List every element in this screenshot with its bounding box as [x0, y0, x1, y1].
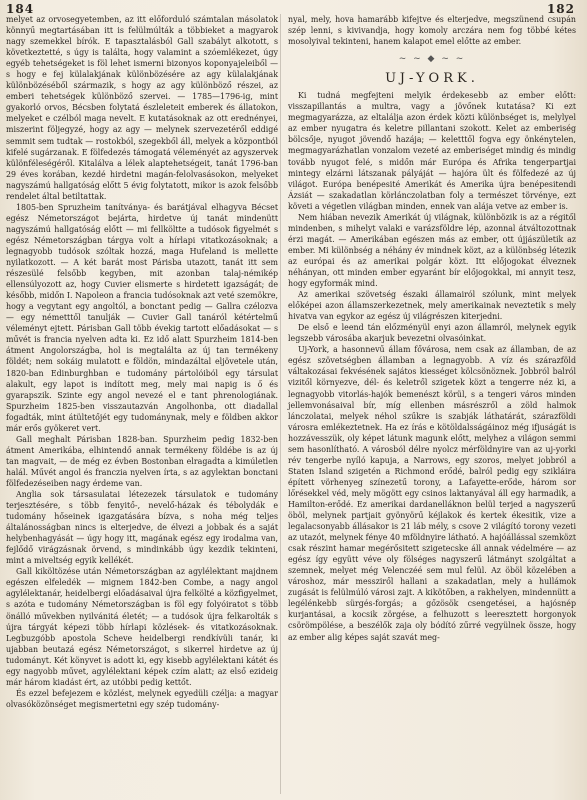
right-paragraph-4: De első e leend tán előzményül enyi azon államról, melynek egyik legszebb városába akarjuk bevezetni olvasóinkat. [288, 323, 576, 344]
left-paragraph-1: melyet az orvosegyetemben, az itt előforduló számtalan másolatok könnyű megtartásában itt is felülmúlták a többieket a magyarok nagy szemekkel bírók. E tapasztalásból Gall szabályt alkotott, s következtetté, s úgy is találta, hogy valamint a szóemlékezet, úgy egyéb tehetségeket is föl lehet ismerni bizonyos koponyajeleiből — s hogy e fej külalakjának különbözésére az agy külalakjának különbözéséből származik, s hogy az agy különböző részei, az emberi tehetségek különböző szervei. — 1785—1796-ig, mint gyakorló orvos, Bécsben folytatá észleleteit emberek és állatokon, melyeket e czélból maga nevelt. E kutatásoknak az ott erednényei, miszerint följegyzé, hogy az agy — melynek szervezetéről eddigé semmit sem tudtak — rostokból, szegekből áll, melyek a központból kifelé sugárzanak. E fölfedezés támogatá véleményét az agyszervek különféleségéről. Kitalálva a lélek alaptehetségeit, tanát 1796-ban 29 éves korában, kezdé hirdetni magán-felolvasásokon, melyeket nagyszámú hallgatóság előtt 5 évig folytatott, mikor is azok felsőbb rendelet által betiltattak. [6, 15, 278, 201]
column-divider [280, 14, 281, 794]
section-title: UJ-YORK. [385, 71, 479, 87]
left-paragraph-3: Gall meghalt Párisban 1828-ban. Spurzheim pedig 1832-ben átment Amerikába, elhintendő annak termékeny földébe is az új tan magvait, — de még ez évben Bostonban elragadta a kimúletlen halál. Művét angol és franczia nyelven írta, s az agylektan bonctani fölfedezéseiben nagy érdeme van. [6, 434, 278, 488]
left-paragraph-5: Gall kiköltözése után Németországban az agylélektant majdnem egészen elfeledék — mignem 1842-ben Combe, a nagy angol agylélektanár, heidelbergi előadásaival újra felkölté a közfigyelmet, s azóta e tudomány Németországban is föl egy folyóiratot s több önálló művekben nyilvánitá életét; — a tudósok újra felkarolták s újra tárgyát képezi több hírlapi közlések- és vitatkozásoknak. Legbuzgóbb apostola Scheve heidelbergi rendkívüli tanár, ki ujabban beutazá egész Németországot, s sikerrel hirdetve az új tudományt. Két könyvet is adott ki, egy kisebb agylélektani kátét és egy nagyobb művet, agylélektani képek czím alatt; az első ezideig már három kiadást ért, az utóbbi pedig kettőt. [6, 567, 278, 687]
left-paragraph-6: És ezzel befejezem e közlést, melynek egyedüli czélja: a magyar olvasóközönséget megismertetni egy szép tudomány- [6, 688, 278, 709]
section-ornament: ~ ~ ◆ ~ ~ [398, 54, 466, 65]
right-intro-paragraph: nyal, mely, hova hamarább kifejtve és elterjedve, megszünend csupán szép lenni, s kivivandja, hogy komoly arczára nem fog többé kétes mosolyival tekinteni, hanem kalapot emel előtte az ember. [288, 15, 576, 47]
right-page-number: 182 [546, 2, 575, 16]
right-paragraph-3: Az amerikai szövetség északi államairól szólunk, mint melyek előképei azon államszerkezetnek, mely amerikainak neveztetik s mely hivatva van egykor az egész új világrészen kiterjedni. [288, 290, 576, 322]
left-page-number: 184 [6, 2, 35, 16]
left-column [6, 14, 278, 710]
right-paragraph-1: Ki tudná megfejteni melyik érdekesebb az ember előtt: visszapillantás a multra, vagy a jövőnek kutatása? Ki ezt megmagyarázza, az eltalálja azon érdek közti különbséget is, melylyel az ember nyugatra és keletre pillantani szokott. Kelet az emberiség bölcsője, nyugot jövendő hazája; — keletttől fogva egy önkénytelen, megmagyarázhatlan vonzalom vezeté az emberiséget mindig és mindig tovább nyugot felé, s midőn már Európa és Afrika tengerpartjai mintegy elzárni látszanak pályáját — hajóra ült és fölfedezé az új világot. Európa benépesité Amerikát és Amerika újra benépesitendi Ázsiát — szakadatlan körlánczolatban foly a természet törvénye, ezt követi a végetlen világban minden, ennek van alája vetve az ember is. [288, 91, 576, 211]
right-paragraph-5: Uj-York, a hasonnevű állam fővárosa, nem csak az államban, de az egész szövetségben államban a legnagyobb. A víz és szárazföld váltakozásai fekvésének sajátos kiességet kölcsönöznek. Jobbról balról vizitől környezve, dél- és keletről szigetek közt a tengerre néz ki, a legnagyobb vitorlás-hajók bemenészt körül, s a tengeri város minden jellemvonásaival bír, míg ellenben másrészről a zöld halmok lánczolatai, melyek néhol szűkre is szabják láthatárát, szárazföldi városra emlékeztetnek. Ha ez írás e kötöldalsságáinoz még ifjuságát is hozzávesszük, oly képet látunk magunk előtt, melyhez a világon semmi sem hasonlítható. A városból délre nyolcz mérföldnyire van az uj-yorki rév tengerbe nyíló kapuja, a Narrows, egy szoros, melyet jobbról a Staten Island szigetén a Richmond erődé, balról pedig egy szikláira épített vörhenyeg színezetű torony, a Lafayette-erőde, három sor lőrésekkel véd, mely mögött egy csinos laktanyával áll egy harmadik, a Hamilton-erődé. Ez amerikai dardanelláknon belül terjed a nagyszerű öböl, melynek partjait gyönyörű kéjlakok és kertek ékesitik, vize a legalacsonyabb állásakor is 21 láb mély, s csove 2 világító torony vezeti az utazót, melynek fénye 40 mföldnyire látható. A hajóállással szemközt csak részint hamar megérősitett szigetecske áll annak védelmére — az egész így együtt véve oly fölséges nagyszerű látmányt szolgáltat a szemnek, melyet még Velenczéé sem mul felül. Az öböl közelében a városhoz, már messziről hallani a szakadatlan, mely a hullámok zugását is felülmúló városi zajt. A kikötőben, a rakhelyen, mindennütt a legélénkebb sürgés-forgás; a gőzösök csengetései, a hajósnép kurjantásai, a kocsik zörgése, a felhuzott s leeresztett horgonyok csörömpölése, a beszélők zaja oly bódító zűrré vegyülnek össze, hogy az ember alig képes saját szavát meg- [288, 345, 576, 642]
left-paragraph-2: 1805-ben Spruzheim tanítványa- és barátjával elhagyva Bécset egész Németországot bejárta, hirdetve új tanát mindenütt nagyszámú hallgatóság előtt — mi fellköltte a tudósok figyelmét s egész Németországban tárgya volt a hírlapi vitatkozásoknak; a legnagyobb tudósok szóltak hozzá, maga Hufeland is mellette nyilatkozott. — A két barát most Párisba utazott, tanát itt sem részesülé felsőbb kegyben, mit azonban talaj-némikép ellensúlyozott az, hogy Cuvier elismerte s hirdetett igazságát; de később, midőn I. Napoleon a francia tudósoknak azt veté szemökre, hogy a vegytant egy angoltól, a bonctant pedig — Gallra czélozva — egy németttől tanulják — Cuvier Gall tanáról kétértelmű véleményt ejtett. Párisban Gall több évekig tartott előadásokat — s művét is francia nyelven adta ki. Ez idő alatt Spurzheim 1814-ben átment Angolországba, hol is megtalálta az új tan termékeny földét; nem sokáig mulatott e földön, mindazáltal eljövetele után, 1820-ban Edinburghban e tudomány pártolóiból egy társulat alakult, egy lapot is indított meg, mely mai napig is ő és gyarapszik. Szinte egy angol nevezé el e tant phrenologiának. Spurzheim 1825-ben visszautazván Angolhonba, ott diadallal fogadták, mint átültetőjét egy tudománynak, mely e földben akkor már erős gyökeret vert. [6, 202, 278, 433]
right-column [288, 14, 576, 643]
left-paragraph-4: Anglia sok társasulatai létezezek társulatok e tudomány terjesztésére, s több fenyitő-, nevelő-házak és tébolydák e tudomány hőseinek igazgatására bízva, s noha még teljes általánosságban nincs is elterjedve, de élvezi a jobbak és a saját helybenhagyását — úgy hogy itt, magának egész egy irodalma van, fejlődő virágzásnak örvend, s mindinkább úgy kezdik tekinteni, mint a miveltség egyik kellékét. [6, 490, 278, 566]
right-paragraph-2: Nem hiában nevezik Amerikát új világnak, különbözik is az a régitől mindenben, s mihelyt valaki e varázsföldre lép, azonnal átváltozottnak érzi magát. — Amerikában egészen más az ember, ott újjászületik az ember. Mi különbség a néhány év mindnek közt, az a különbség létezik az európai és az amerikai polgár közt. Itt előjogokat élveznek néhányan, ott minden ember egyaránt bír előjogokkal, mi annyit tesz, hogy egyformák mind. [288, 212, 576, 289]
